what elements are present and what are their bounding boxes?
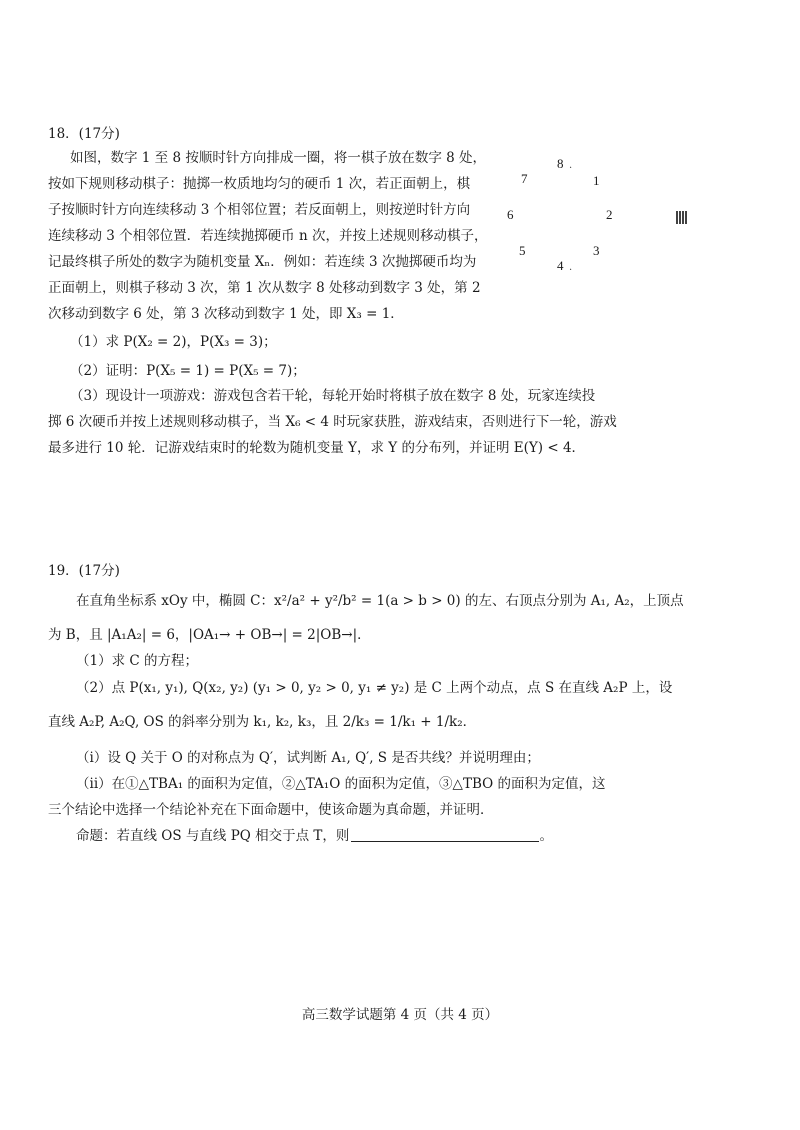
- dial-number-3: 3: [593, 243, 600, 258]
- q18-part-1: （1）求 P(X₂ = 2)，P(X₃ = 3)；: [70, 334, 277, 350]
- q18-stem-line-3: 子按顺时针方向连续移动 3 个相邻位置；若反面朝上，则按逆时针方向: [48, 202, 471, 218]
- q18-stem-line-6: 正面朝上，则棋子移动 3 次，第 1 次从数字 8 处移动到数字 3 处，第 2: [48, 280, 481, 296]
- dial-number-6: 6: [507, 207, 514, 222]
- q19-stem-line-1: 在直角坐标系 xOy 中，椭圆 C：x²/a² + y²/b² = 1(a > b > 0) 的左、右顶点分别为 A₁, A₂，上顶点: [76, 593, 684, 609]
- dial-number-2: 2: [606, 207, 613, 222]
- proposition-text: 命题：若直线 OS 与直线 PQ 相交于点 T，则: [76, 828, 350, 844]
- q18-stem-line-1: 如图，数字 1 至 8 按顺时针方向排成一圈，将一棋子放在数字 8 处，: [70, 150, 487, 166]
- q19-part-1: （1）求 C 的方程；: [76, 653, 199, 669]
- dial-number-8: 8: [557, 156, 564, 171]
- answer-blank[interactable]: [351, 827, 539, 842]
- q18-header: 18．(17分): [48, 126, 120, 142]
- dial-number-5: 5: [519, 243, 526, 258]
- q18-stem-line-7: 次移动到数字 6 处，第 3 次移动到数字 1 处，即 X₃ = 1．: [48, 306, 404, 322]
- q19-sub-ii-line-1: （ii）在①△TBA₁ 的面积为定值，②△TA₁O 的面积为定值，③△TBO 的面积为定值，这: [76, 776, 606, 792]
- q18-part-2: （2）证明：P(X₅ = 1) = P(X₅ = 7)；: [70, 363, 306, 379]
- q19-header: 19．(17分): [48, 563, 120, 579]
- q19-part-2-line-1: （2）点 P(x₁, y₁), Q(x₂, y₂) (y₁ > 0, y₂ > 0, y₁ ≠ y₂) 是 C 上两个动点，点 S 在直线 A₂P 上，设: [76, 680, 673, 696]
- q19-sub-i: （i）设 Q 关于 O 的对称点为 Q′，试判断 A₁, Q′, S 是否共线？并说明理由；: [76, 750, 540, 766]
- q19-sub-ii-line-2: 三个结论中选择一个结论补充在下面命题中，使该命题为真命题，并证明．: [48, 802, 494, 818]
- q19-stem-line-2: 为 B，且 |A₁A₂| = 6，|OA₁→ + OB→| = 2|OB→|．: [48, 627, 371, 643]
- q18-part-3-line-2: 掷 6 次硬币并按上述规则移动棋子，当 X₆ < 4 时玩家获胜，游戏结束，否则进行下一轮，游戏: [48, 414, 617, 430]
- q18-part-3-line-3: 最多进行 10 轮．记游戏结束时的轮数为随机变量 Y，求 Y 的分布列，并证明 E(Y) < 4．: [48, 440, 586, 456]
- q18-stem-line-4: 连续移动 3 个相邻位置．若连续抛掷硬币 n 次，并按上述规则移动棋子，: [48, 228, 488, 244]
- proposition-end: 。: [539, 828, 553, 844]
- dial-dot: .: [569, 262, 573, 273]
- q19-proposition: [76, 826, 553, 846]
- q19-part-2-line-2: 直线 A₂P, A₂Q, OS 的斜率分别为 k₁, k₂, k₃，且 2/k₃ = 1/k₁ + 1/k₂．: [48, 714, 477, 730]
- dial-dot: .: [569, 160, 573, 171]
- dial-number-4: 4: [557, 258, 564, 273]
- q18-stem-line-5: 记最终棋子所处的数字为随机变量 Xₙ．例如：若连续 3 次抛掷硬币均为: [48, 254, 477, 270]
- q18-stem-line-2: 按如下规则移动棋子：抛掷一枚质地均匀的硬币 1 次，若正面朝上，棋: [48, 176, 471, 192]
- page-footer: 高三数学试题第 4 页（共 4 页）: [301, 1007, 499, 1023]
- q18-part-3-line-1: （3）现设计一项游戏：游戏包含若干轮，每轮开始时将棋子放在数字 8 处，玩家连续投: [70, 388, 596, 404]
- dial-number-1: 1: [593, 173, 600, 188]
- scan-mark-graphic: [676, 211, 687, 224]
- dial-number-7: 7: [521, 171, 528, 186]
